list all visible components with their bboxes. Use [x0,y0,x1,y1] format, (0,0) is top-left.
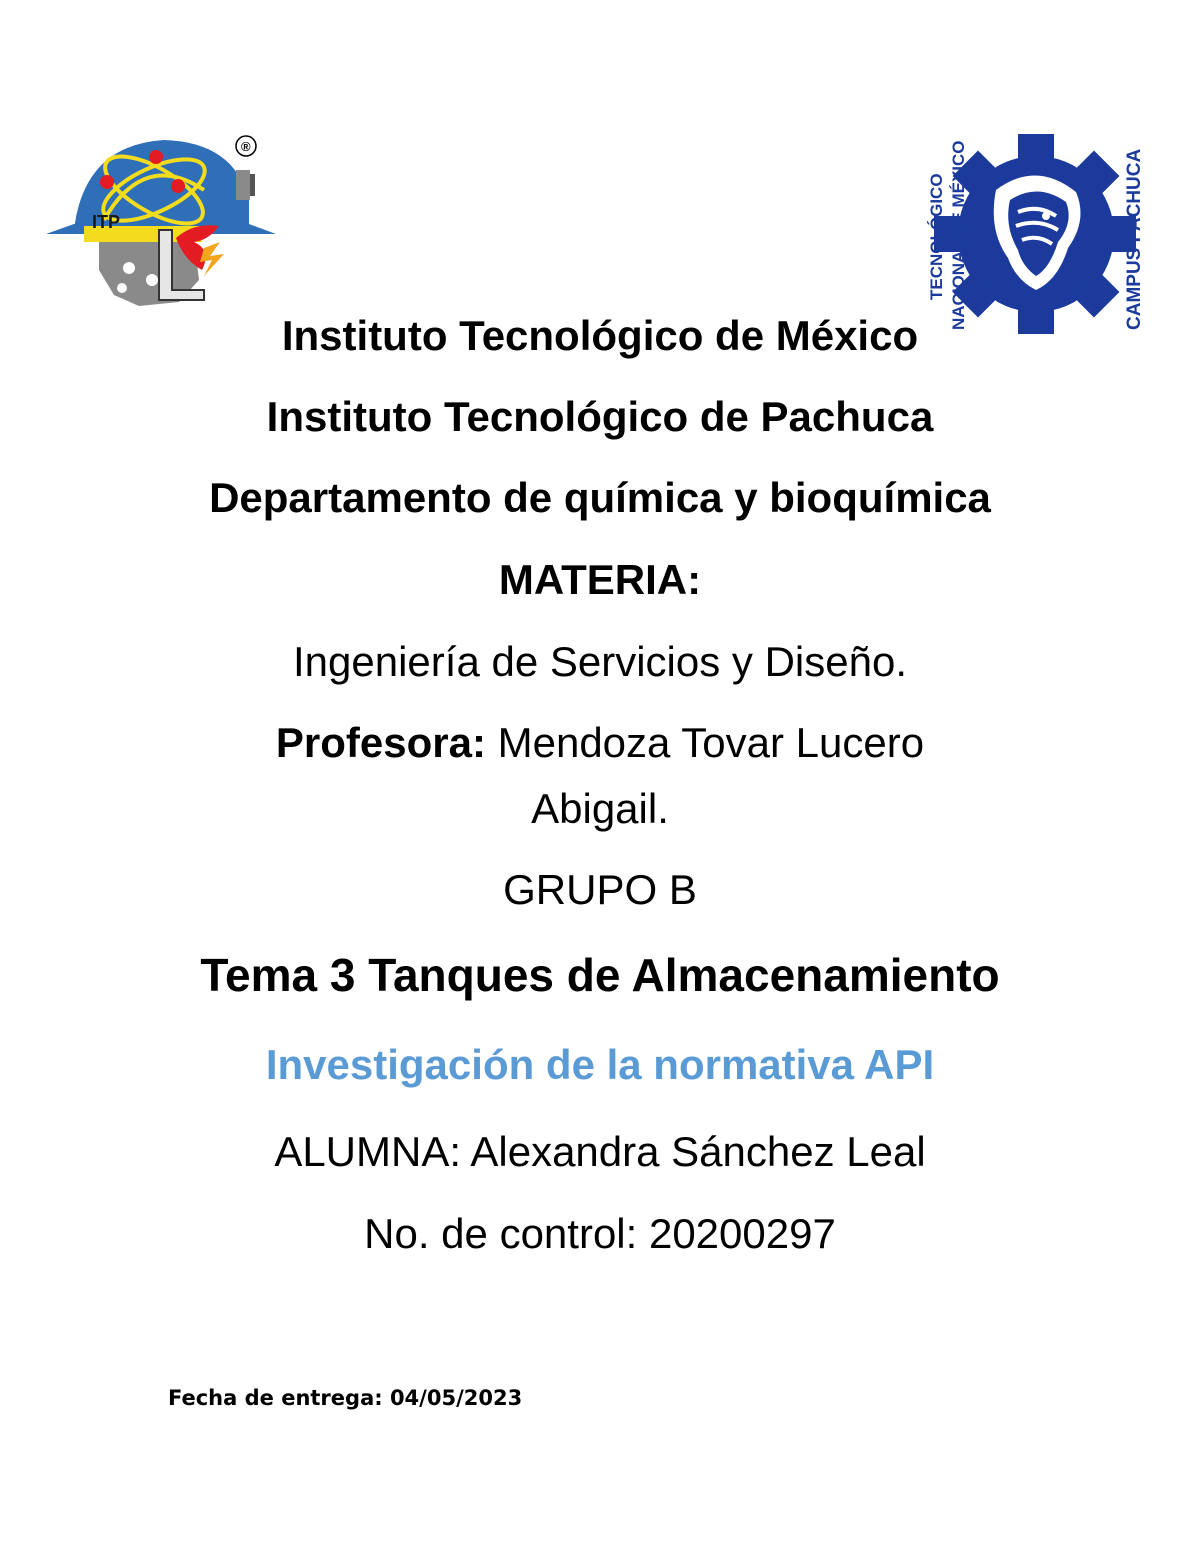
tecnm-logo-text-2: NACIONAL DE MÉXICO [949,140,968,330]
student-name: ALUMNA: Alexandra Sánchez Leal [274,1128,926,1175]
subject-name: Ingeniería de Servicios y Diseño. [293,638,907,685]
assignment-title: Investigación de la normativa API [265,1041,935,1088]
professor-label: Profesora: [275,719,486,766]
professor-name-continued: Abigail. [531,785,669,832]
registered-mark: ® [241,139,251,154]
delivery-date: Fecha de entrega: 04/05/2023 [168,1386,523,1410]
control-number: No. de control: 20200297 [364,1210,836,1257]
tecnm-logo-text-3: CAMPUS PACHUCA [1124,148,1145,330]
tecnm-logo-text-1: TECNOLÓGICO [927,173,946,300]
subject-label: MATERIA: [498,556,702,603]
itp-logo-text: ITP [92,212,121,232]
professor-name: Mendoza Tovar Lucero [485,719,925,766]
group-label: GRUPO B [503,866,697,913]
itp-logo [44,130,284,310]
topic-title: Tema 3 Tanques de Almacenamiento [200,949,1000,1001]
professor-line [0,718,1200,768]
campus-title: Instituto Tecnológico de Pachuca [266,393,934,440]
department-title: Departamento de química y bioquímica [209,474,991,521]
institute-title: Instituto Tecnológico de México [281,312,919,359]
